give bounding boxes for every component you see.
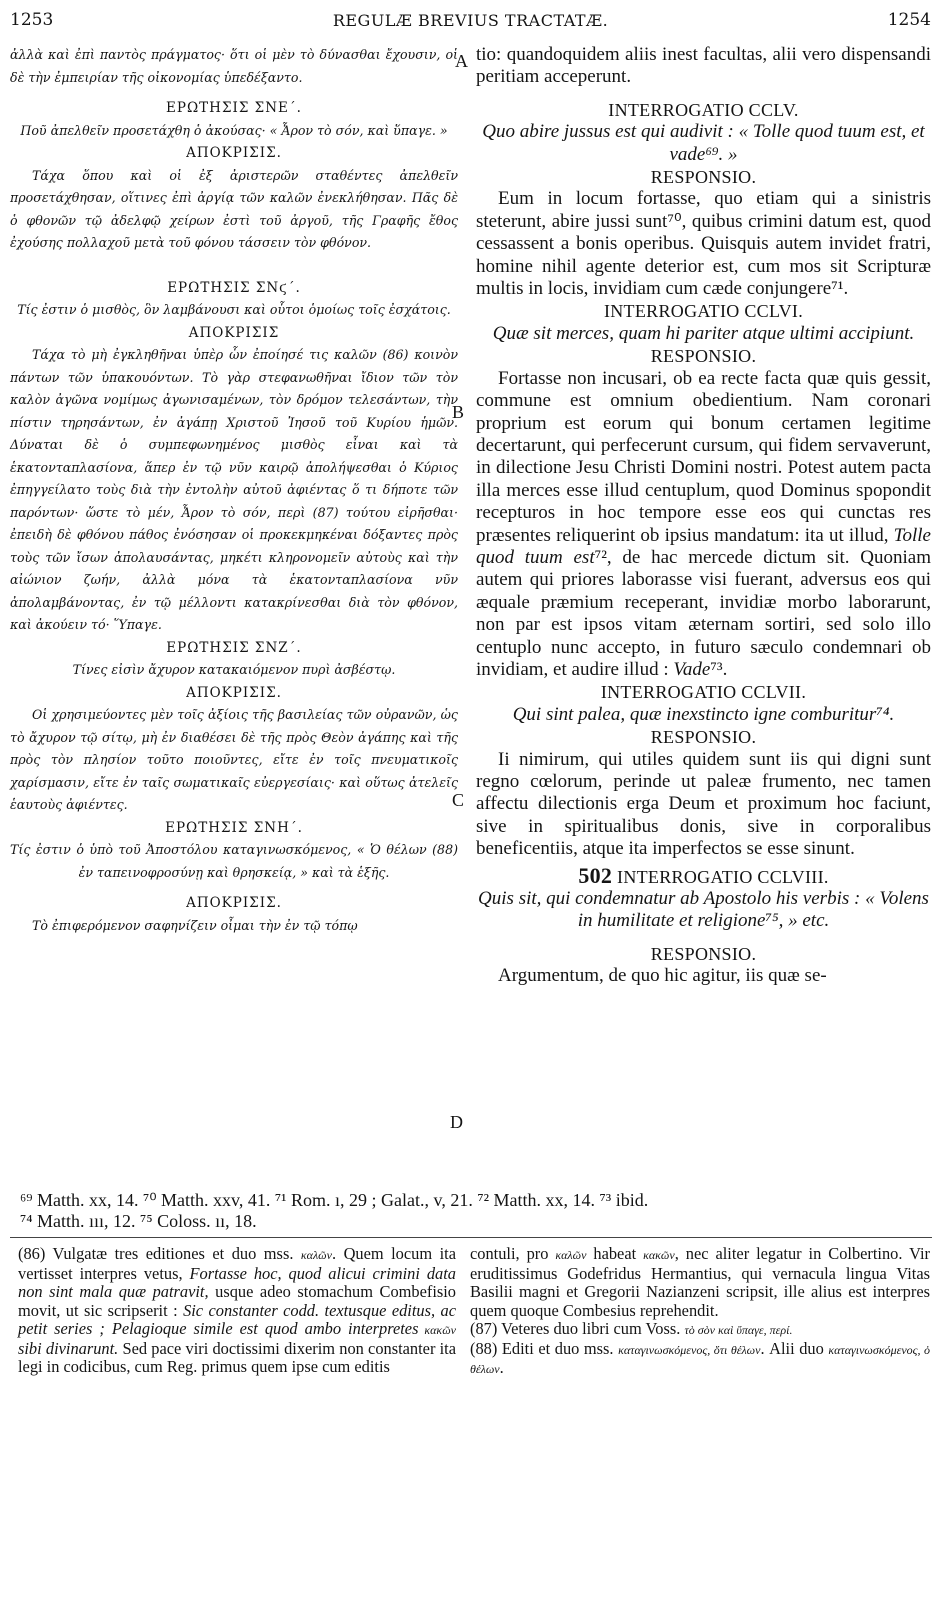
latin-question-256: Quæ sit merces, quam hi pariter atque ultimi accipiunt. [492,322,915,344]
note-86-text-b: . Quem locum ita vertisset interpres vetus, [18,1244,456,1283]
note-87-greek: τὸ σὸν καὶ ὕπαγε, περί. [684,1323,793,1337]
page-number-right: 1254 [887,10,931,30]
latin-answer-255-heading: RESPONSIO. [650,167,757,188]
greek-question-255-heading: ΕΡΩΤΗΣΙΣ ΣΝΕ΄. [166,100,302,116]
latin-column [476,44,931,988]
latin-answer-256-part2: ⁷², de hac mercede dictum sit. Quoniam autem qui priores laborasse visi fuerant, adversus eos qui æquale præmium receperant, invidiæ morbo laborarunt, non par est ipsos vitam æternam sortiri, sed solo illo centuplo nunc accepto, in futuro sæculo condemnari ob invidiam, et audire illud : [476,546,931,680]
note-86-quote-2: Sic constanter codd. textusque editus, ac petit series ; Pelagioque simile est quod ambo interpretes [18,1300,456,1338]
note-86-cont-greek-1: καλῶν [555,1248,587,1262]
note-86-greek-2: κακῶν [418,1323,456,1337]
greek-question-256-heading: ΕΡΩΤΗΣΙΣ ΣΝϛ΄. [167,279,301,296]
note-88-text-a: (88) Editi et duo mss. [470,1338,619,1358]
greek-column [10,44,458,937]
note-86-continued [470,1245,930,1320]
margin-letter-b: B [452,402,465,422]
latin-answer-256-part1: Fortasse non incusari, ob ea recte facta quæ quis gessit, commune est omnium obedientium. Nam coronari proprium est eorum qui bonum certamen legitime decertarunt, qui perfecerunt cursum, qui fidem servaverunt, in dilectione Jesu Christi Domini nostri. Potest autem pacta illa merces esse illud centuplum, quod Dominus spopondit recepturos in hoc tempore esse eos qui cunctas res præsentes reliquerint ob ipsius mandatum: ita ut illud, [476,367,931,546]
note-88-greek-1: καταγινωσκόμενος, ὅτι θέλων [618,1342,761,1357]
latin-answer-257: Ii nimirum, qui utiles quidem sunt iis qui digni sunt regno cœlorum, perinde ut paleæ frumento, nec tamen affectu dilectionis erga Deum et proximum hoc faciunt, sive in spiritualibus donis, sive in corporalibus beneficentiis, atque ita imperfectos se esse sinunt. [476,748,931,860]
greek-answer-258: Τὸ ἐπιφερόμενον σαφηνίζειν οἶμαι τὴν ἐν τῷ τόπῳ [32,917,358,933]
latin-question-258-heading [476,862,931,888]
greek-answer-255-heading: ΑΠΟΚΡΙΣΙΣ. [186,145,282,161]
latin-question-257: Qui sint palea, quæ inexstincto igne comburitur⁷⁴. [512,703,895,725]
running-title: REGULÆ BREVIUS TRACTATÆ. [332,11,609,30]
latin-answer-258-heading: RESPONSIO. [650,943,757,964]
page-number-left: 1253 [10,10,54,30]
editorial-notes-left [18,1245,456,1377]
footnote-divider [10,1237,932,1238]
editorial-notes-right [470,1245,930,1379]
greek-answer-257-heading: ΑΠΟΚΡΙΣΙΣ. [186,684,282,701]
note-86-cont-greek-2: κακῶν [643,1248,675,1262]
margin-letter-c: C [452,790,465,810]
latin-answer-256-part3: ⁷³. [710,658,728,680]
greek-answer-255: Τάχα ὅπου καὶ οἱ ἐξ ἀριστερῶν σταθέντες ἀπελθεῖν προσετάχθησαν, οἵτινες ἐπὶ ἀργίᾳ τῶν καλῶν ἐνεκλήθησαν. Πᾶς δὲ ὁ φθονῶν τῷ ἀδελφῷ χείρων ἐστὶ τοῦ ἀργοῦ, τῆς Γραφῆς ἔθος ἐχούσης πολλαχοῦ μετὰ τοῦ φόνου τάσσειν τὸν φθόνον. [10,167,458,250]
greek-question-255: Ποῦ ἀπελθεῖν προσετάχθη ὁ ἀκούσας· « Ἆρον τὸ σόν, καὶ ὕπαγε. » [20,122,448,138]
greek-answer-256-heading: ΑΠΟΚΡΙΣΙΣ [188,324,280,341]
note-86-greek: καλῶν [300,1248,332,1262]
greek-answer-258-heading: ΑΠΟΚΡΙΣΙΣ. [186,895,282,911]
margin-letter-d: D [450,1112,463,1132]
latin-answer-257-heading: RESPONSIO. [650,727,757,748]
greek-answer-257: Οἱ χρησιμεύοντες μὲν τοῖς ἀξίοις τῆς βασιλείας τῶν οὐρανῶν, ὡς τὸ ἄχυρον τῷ σίτῳ, μὴ ἐν διαθέσει δὲ τῆς πρὸς Θεὸν ἀγάπης καὶ τῆς πρὸς τὸν πλησίον τοῦτο ποιοῦντες, εἴτε ἐν τοῖς πνευματικοῖς χαρίσμασιν, εἴτε ἐν ταῖς σωματικαῖς εὐεργεσίαις· καὶ οὕτως ἀτελεῖς ἑαυτοὺς ἀφιέντες. [10,707,458,812]
note-86-cont-a: contuli, pro [470,1244,556,1263]
latin-answer-258: Argumentum, de quo hic agitur, iis quæ se- [498,965,827,987]
page-header [0,8,941,34]
latin-question-257-heading: INTERROGATIO CCLVII. [600,682,807,703]
latin-answer-256 [476,368,931,682]
latin-answer-256-vade: Vade [673,658,711,680]
latin-question-256-heading: INTERROGATIO CCLVI. [603,301,804,322]
note-86-text-d: Sed pace viri doctissimi dixerim non constanter ita legi in codicibus, cum Reg. primus quem ipse cum editis [18,1338,456,1376]
latin-answer-255: Eum in locum fortasse, quo etiam qui a sinistris steterunt, abire jussi sunt⁷⁰, quibus crimini datum est, quod cessassent a bonis operibus. Quisquis autem invidet fratri, homine nihil agente deterior est, cum mos sit Scripturæ multis in locis, invidiam cum cæde conjungere⁷¹. [476,188,931,300]
greek-question-258-heading: ΕΡΩΤΗΣΙΣ ΣΝΗ΄. [165,819,303,836]
note-88-greek-2: καταγινωσκόμενος, ὁ θέλων [470,1342,930,1376]
latin-question-255: Quo abire jussus est qui audivit : « Tolle quod tuum est, et vade⁶⁹. » [482,121,925,165]
latin-opening: tio: quandoquidem aliis inest facultas, alii vero dispensandi peritiam acceperunt. [476,44,931,88]
latin-question-258-heading-text: INTERROGATIO CCLVIII. [617,866,829,887]
greek-question-257-heading: ΕΡΩΤΗΣΙΣ ΣΝΖ΄. [166,639,302,656]
column-number: 502 [578,862,613,888]
note-88-text-b: . Alii duo [760,1338,829,1358]
latin-answer-256-heading: RESPONSIO. [650,346,757,367]
note-86-text-c: usque adeo stomachum Combefisio movit, ut sic scripserit : [18,1282,457,1320]
note-86-quote-1: Fortasse hoc, quod alicui crimini data non sint mala quæ patravit, [18,1263,456,1301]
footnote-line-2: ⁷⁴ Matth. ııı, 12. ⁷⁵ Coloss. ıı, 18. [20,1211,257,1231]
greek-question-257: Τίνες εἰσὶν ἄχυρον κατακαιόμενον πυρὶ ἀσβέστῳ. [72,662,396,677]
note-86-cont-c: , nec aliter legatur in Colbertino. Vir eruditissimus Godefridus Hermantius, qui vernacula lingua Vitas Basilii magni et Gregorii Nazianzeni scripsit, ille alius est interpres quem quoque Combesius reprehendit. [470,1244,930,1320]
note-87-text: (87) Veteres duo libri cum Voss. [470,1319,685,1338]
scripture-footnotes [20,1190,920,1232]
note-86 [18,1245,456,1377]
footnote-line-1: ⁶⁹ Matth. xx, 14. ⁷⁰ Matth. xxv, 41. ⁷¹ Rom. ı, 29 ; Galat., v, 21. ⁷² Matth. xx, 14. ⁷³ ibid. [20,1190,649,1210]
greek-question-258: Τίς ἐστιν ὁ ὑπὸ τοῦ Ἀποστόλου καταγινωσκόμενος, « Ὁ θέλων (88) ἐν ταπεινοφροσύνῃ καὶ θρησκείᾳ, » καὶ τὰ ἑξῆς. [10,842,458,880]
note-88-text-c: . [499,1358,504,1377]
note-86-text-a: (86) Vulgatæ tres editiones et duo mss. [18,1244,301,1263]
note-87 [470,1320,930,1340]
margin-letter-a: A [455,51,468,71]
latin-answer-256-citation: Tolle quod tuum est [476,524,931,568]
note-86-cont-b: habeat [586,1244,644,1263]
note-88 [470,1340,930,1379]
greek-question-256: Τίς ἐστιν ὁ μισθὸς, ὃν λαμβάνουσι καὶ οὗτοι ὁμοίως τοῖς ἐσχάτοις. [17,302,451,317]
latin-question-255-heading: INTERROGATIO CCLV. [608,99,799,120]
greek-answer-256: Τάχα τὸ μὴ ἐγκληθῆναι ὑπὲρ ὧν ἐποίησέ τις καλῶν (86) κοινὸν πάντων τῶν ὑπακουόντων. Τὸ γὰρ στεφανωθῆναι ἴδιον τῶν τὸν καλὸν ἀγῶνα νομίμως ἀγωνισαμένων, τὸν δρόμον τελεσάντων, τὴν πίστιν τηρησάντων, ἐν ἀγάπῃ Χριστοῦ Ἰησοῦ τοῦ Κυρίου ἡμῶν. Δύναται δὲ ὁ συμπεφωνημένος μισθὸς εἶναι καὶ τὰ ἑκατονταπλασίονα, ἅπερ ἐν τῷ νῦν καιρῷ ἀπολήψεσθαι ὁ Κύριος ἐπηγγείλατο τοὺς διὰ τὴν ἐντολὴν αὐτοῦ ἀφιέντας ὅ τι δήποτε τῶν παρόντων· ὥστε τὸ μέν, Ἆρον τὸ σόν, περὶ (87) τούτου εἰρῆσθαι· ἐπειδὴ δὲ φθόνου πάθος ἐνόσησαν οἱ προκεκμηκέναι δόξαντες πρὸς τοὺς τῶν ἴσων ἀπολαυσάντας, μηκέτι κληρονομεῖν αὐτοὺς καὶ τὴν αἰώνιον ζωήν, ἀλλὰ μόνα τὰ ἑκατονταπλασίονα νῦν ἀπολαμβάνοντας, ἐν τῷ μέλλοντι κατακρίνεσθαι διὰ τὸν φθόνον, καὶ ἀκούειν τό· Ὕπαγε. [10,347,458,632]
greek-opening: ἀλλὰ καὶ ἐπὶ παντὸς πράγματος· ὅτι οἱ μὲν τὸ δύνασθαι ἔχουσιν, οἱ δὲ τὴν ἐμπειρίαν τῆς οἰκονομίας ὑπεδέξαντο. [10,47,458,85]
note-86-quote-3: sibi divinarunt. [18,1338,119,1358]
latin-question-258: Quis sit, qui condemnatur ab Apostolo his verbis : « Volens in humilitate et religione⁷⁵, » etc. [478,888,929,932]
